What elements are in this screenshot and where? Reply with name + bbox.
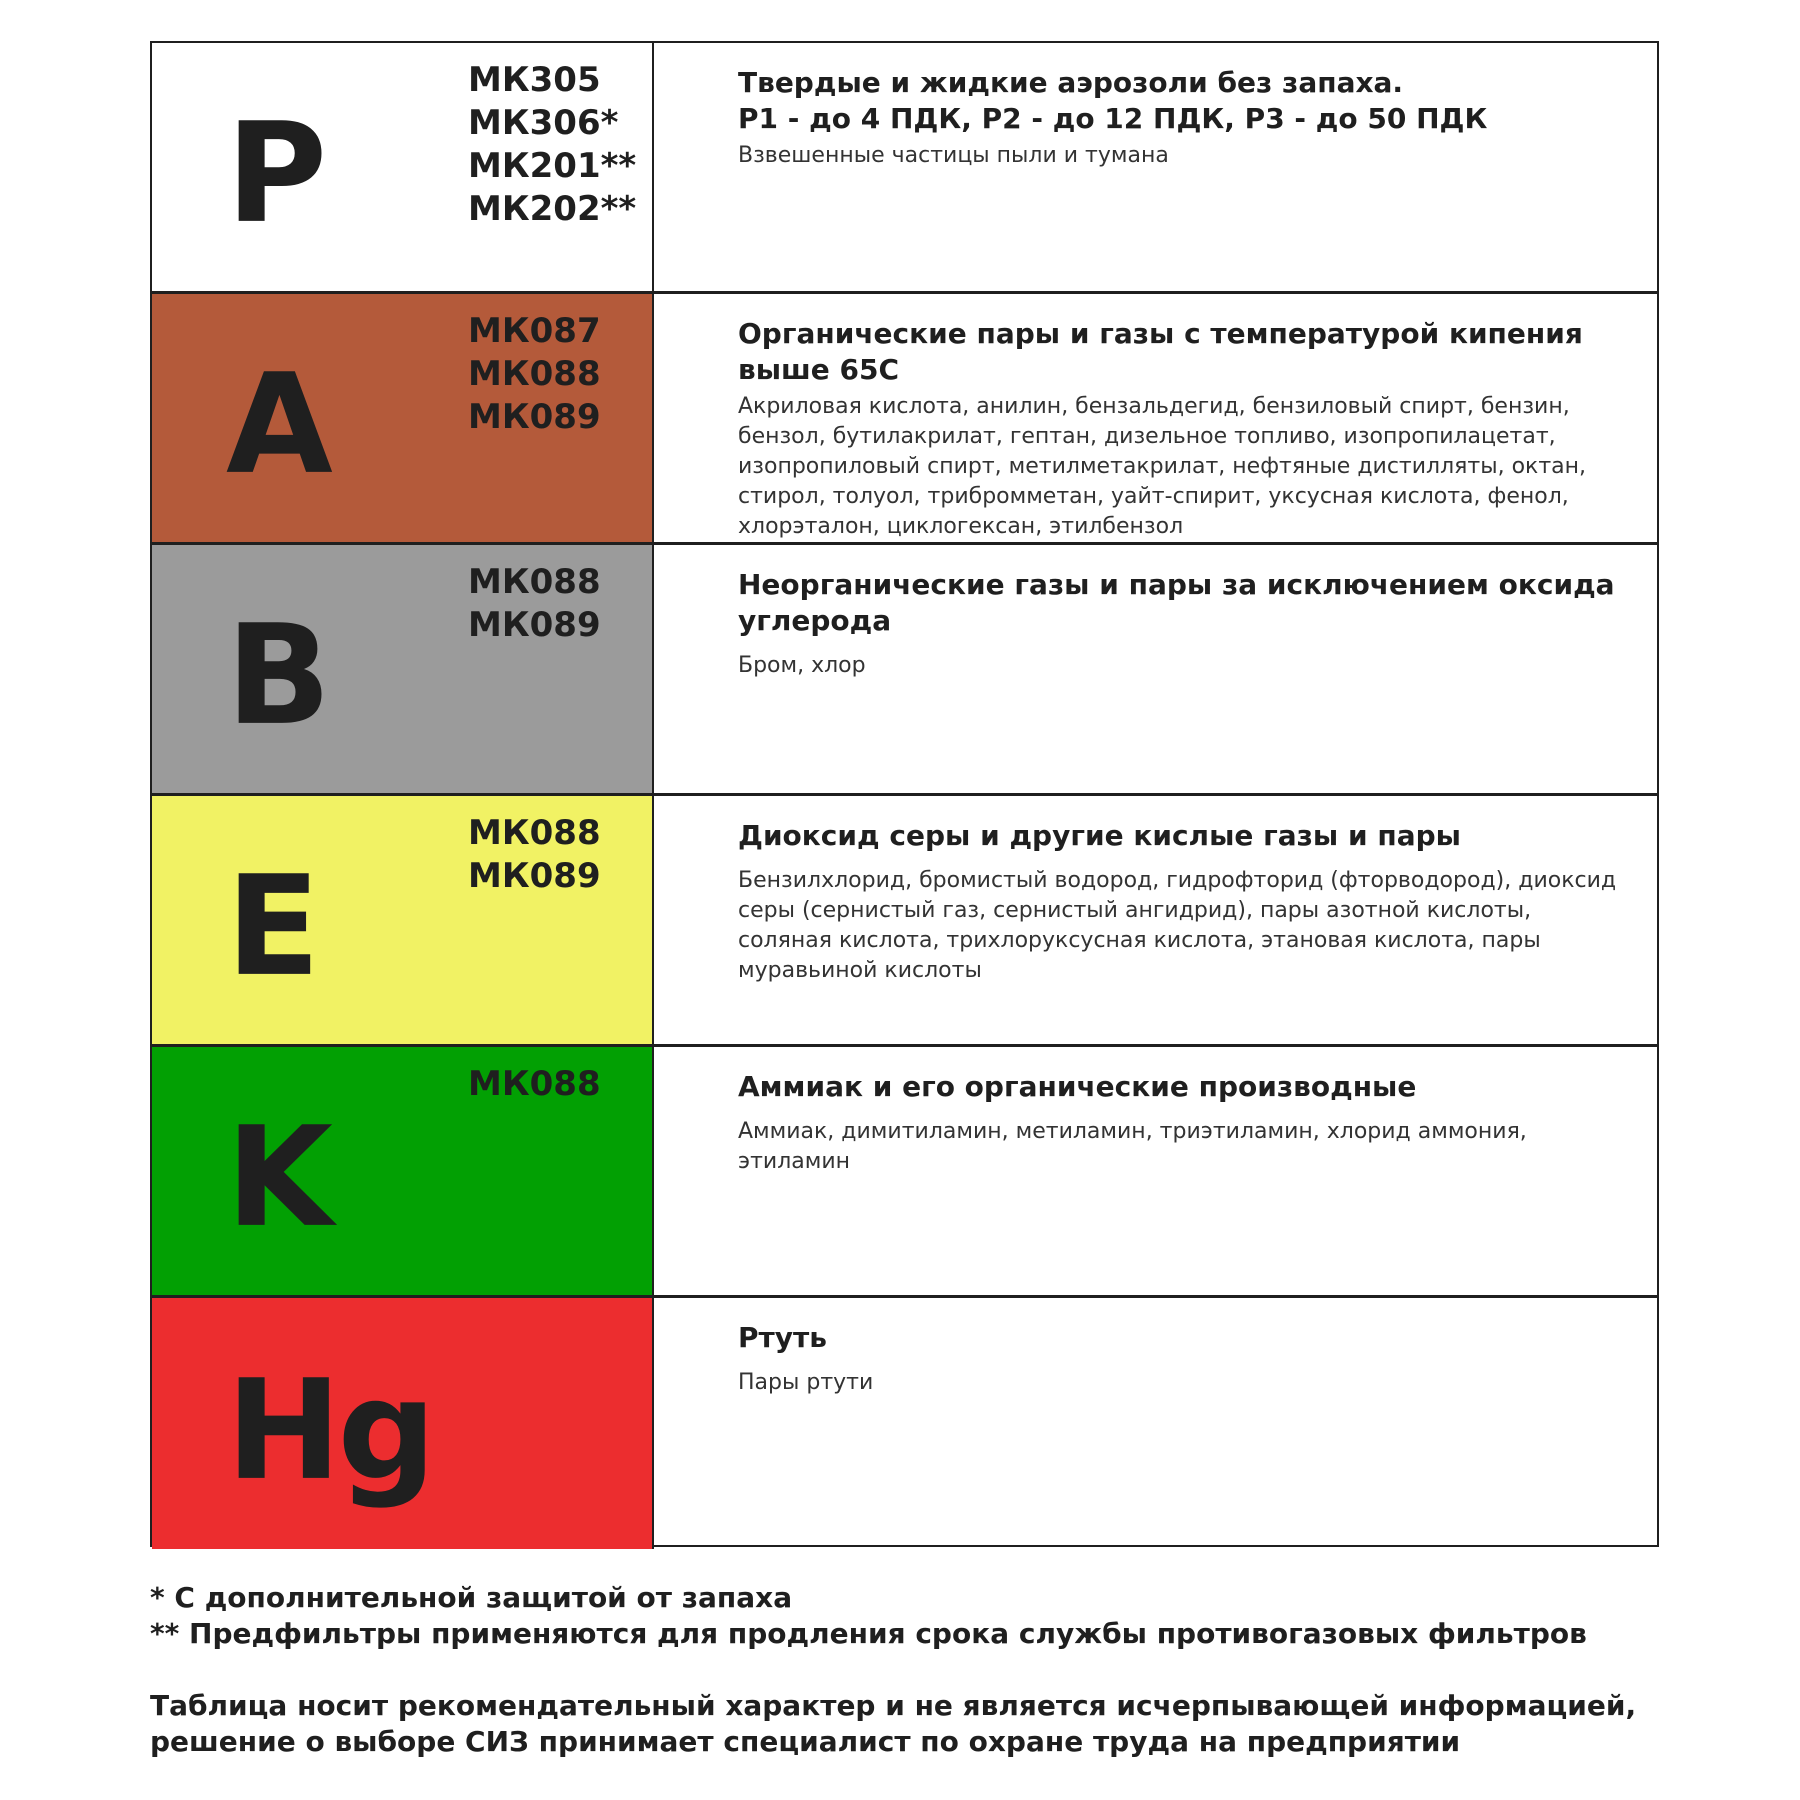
row-title-line2: Р1 - до 4 ПДК, Р2 - до 12 ПДК, Р3 - до 50 ПДК — [738, 102, 1488, 135]
model-code: МК305 — [468, 60, 601, 100]
model-code: МК089 — [468, 397, 601, 437]
model-list — [468, 310, 601, 439]
model-code: МК089 — [468, 856, 601, 896]
class-cell-b — [152, 545, 654, 793]
row-title: Аммиак и его органические производные — [738, 1070, 1417, 1103]
row-k — [152, 1047, 1657, 1298]
model-code: МК088 — [468, 354, 601, 394]
class-cell-hg — [152, 1298, 654, 1549]
footnote-odor: * С дополнительной защитой от запаха — [150, 1581, 793, 1614]
model-code: МК306* — [468, 103, 619, 143]
row-title: Ртуть — [738, 1321, 827, 1354]
class-cell-e — [152, 796, 654, 1044]
row-description: Аммиак, димитиламин, метиламин, триэтиламин, хлорид аммония, этиламин — [738, 1119, 1527, 1174]
filter-classification-table — [150, 41, 1659, 1547]
row-b — [152, 545, 1657, 796]
class-letter: K — [226, 1096, 329, 1258]
model-list — [468, 812, 601, 898]
model-code: МК088 — [468, 813, 601, 853]
row-p — [152, 43, 1657, 294]
row-title: Неорганические газы и пары за исключением оксида углерода — [738, 568, 1615, 637]
description-cell-k — [738, 1069, 1618, 1177]
row-hg — [152, 1298, 1657, 1549]
description-cell-hg — [738, 1320, 1618, 1398]
description-cell-a — [738, 316, 1618, 542]
row-title: Твердые и жидкие аэрозоли без запаха. — [738, 66, 1404, 99]
row-description: Пары ртути — [738, 1370, 874, 1395]
row-description: Взвешенные частицы пыли и тумана — [738, 143, 1169, 168]
class-letter: B — [226, 594, 328, 756]
footnote-prefilter: ** Предфильтры применяются для продления срока службы противогазовых фильтров — [150, 1617, 1587, 1650]
class-letter: E — [226, 845, 317, 1007]
footnotes — [150, 1580, 1660, 1652]
model-code: МК201** — [468, 146, 637, 186]
model-code: МК087 — [468, 311, 601, 351]
class-cell-k — [152, 1047, 654, 1295]
description-cell-p — [738, 65, 1618, 171]
model-code: МК088 — [468, 1064, 601, 1104]
description-cell-e — [738, 818, 1618, 986]
model-list — [468, 59, 636, 231]
description-cell-b — [738, 567, 1618, 681]
disclaimer: Таблица носит рекомендательный характер и не является исчерпывающей информацией, решение о выборе СИЗ принимает специалист по охране труда на предприятии — [150, 1689, 1637, 1758]
row-a — [152, 294, 1657, 545]
class-letter: P — [226, 92, 324, 254]
row-title: Диоксид серы и другие кислые газы и пары — [738, 819, 1461, 852]
class-letter: A — [226, 343, 329, 505]
row-description: Бензилхлорид, бромистый водород, гидрофторид (фторводород), диоксид серы (сернистый газ, сернистый ангидрид), пары азотной кислоты, соляная кислота, трихлоруксусная кислота, этановая кислота, пары муравьиной кислоты — [738, 868, 1617, 983]
model-list — [468, 1063, 601, 1106]
row-e — [152, 796, 1657, 1047]
row-description: Бром, хлор — [738, 653, 866, 678]
model-code: МК202** — [468, 189, 637, 229]
model-code: МК089 — [468, 605, 601, 645]
model-code: МК088 — [468, 562, 601, 602]
class-cell-a — [152, 294, 654, 542]
model-list — [468, 561, 601, 647]
row-title: Органические пары и газы с температурой кипения выше 65С — [738, 317, 1583, 386]
class-cell-p — [152, 43, 654, 291]
class-letter: Hg — [226, 1349, 433, 1511]
row-description: Акриловая кислота, анилин, бензальдегид, бензиловый спирт, бензин, бензол, бутилакрилат, гептан, дизельное топливо, изопропилацетат, изопропиловый спирт, метилметакрилат, нефтяные дистилляты, октан, стирол, толуол, трибромметан, уайт-спирит, уксусная кислота, фенол, хлорэталон, циклогексан, этилбензол — [738, 394, 1586, 539]
